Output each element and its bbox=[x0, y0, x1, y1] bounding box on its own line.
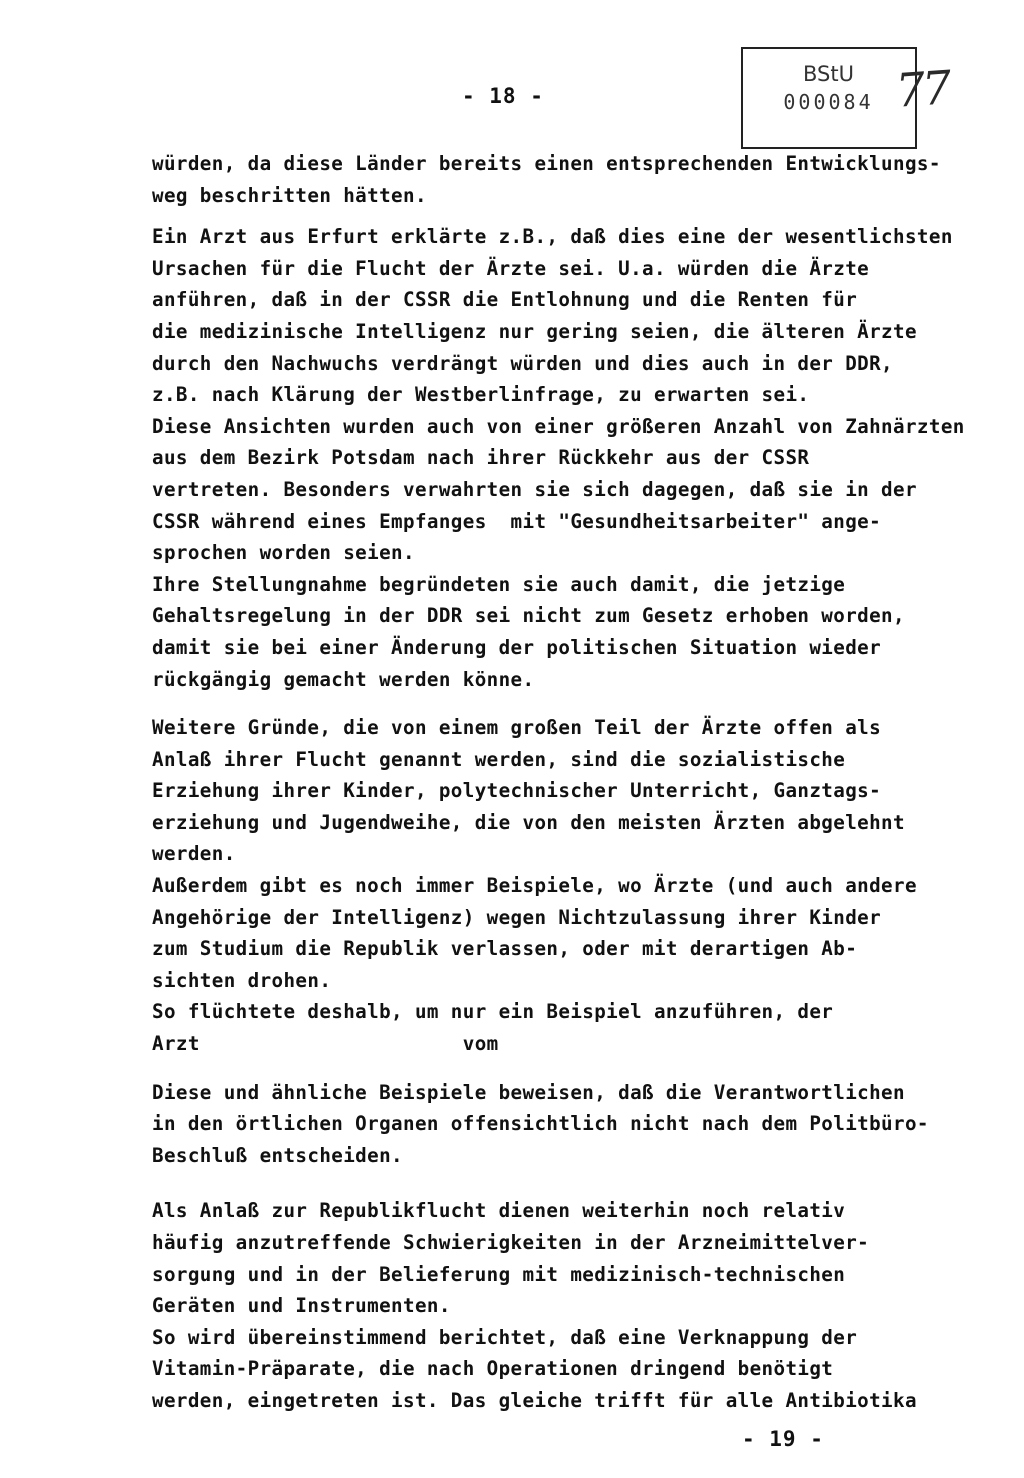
stamp-text bbox=[771, 61, 886, 125]
text-line: Ihre Stellungnahme begründeten sie auch damit, die jetzige bbox=[152, 572, 846, 596]
text-line: vertreten. Besonders verwahrten sie sich dagegen, daß sie in der bbox=[152, 477, 917, 501]
text-line: zum Studium die Republik verlassen, oder mit derartigen Ab- bbox=[152, 937, 858, 961]
text-line: Beschluß entscheiden. bbox=[152, 1143, 403, 1167]
text-line: werden. bbox=[152, 842, 236, 866]
text-line: weg beschritten hätten. bbox=[152, 183, 427, 207]
text-line: in den örtlichen Organen offensichtlich nicht nach dem Politbüro- bbox=[152, 1112, 929, 1136]
paragraph-gap bbox=[152, 1060, 1024, 1077]
text-line: werden, eingetreten ist. Das gleiche trifft für alle Antibiotika bbox=[152, 1388, 917, 1412]
text-line: Ursachen für die Flucht der Ärzte sei. U.a. würden die Ärzte bbox=[152, 256, 870, 280]
paragraph-gap bbox=[152, 695, 1024, 712]
text-line: Arzt vom bbox=[152, 1032, 499, 1056]
archive-stamp bbox=[741, 47, 917, 149]
text-line: aus dem Bezirk Potsdam nach ihrer Rückkehr aus der CSSR bbox=[152, 446, 810, 470]
text-line: Vitamin-Präparate, die nach Operationen dringend benötigt bbox=[152, 1357, 834, 1381]
text-line: Ein Arzt aus Erfurt erklärte z.B., daß dies eine der wesentlichsten bbox=[152, 225, 953, 249]
text-line: CSSR während eines Empfanges mit "Gesundheitsarbeiter" ange- bbox=[152, 509, 882, 533]
text-line: sprochen worden seien. bbox=[152, 541, 415, 565]
text-line: Gehaltsregelung in der DDR sei nicht zum Gesetz erhoben worden, bbox=[152, 604, 905, 628]
text-line: Diese Ansichten wurden auch von einer größeren Anzahl von Zahnärzten bbox=[152, 414, 965, 438]
page-number-bottom: - 19 - bbox=[742, 1427, 824, 1451]
text-line: häufig anzutreffende Schwierigkeiten in der Arzneimittelver- bbox=[152, 1231, 870, 1254]
typewritten-body bbox=[152, 148, 1024, 1417]
stamp-label: BStU bbox=[803, 62, 854, 86]
stamp-number: 000084 bbox=[783, 90, 874, 114]
text-line: Außerdem gibt es noch immer Beispiele, wo Ärzte (und auch andere bbox=[152, 874, 917, 898]
text-line: sorgung und in der Belieferung mit medizinisch-technischen bbox=[152, 1262, 846, 1286]
text-line: z.B. nach Klärung der Westberlinfrage, zu erwarten sei. bbox=[152, 383, 810, 407]
text-line: Angehörige der Intelligenz) wegen Nichtzulassung ihrer Kinder bbox=[152, 905, 882, 929]
text-line: würden, da diese Länder bereits einen entsprechenden Entwicklungs- bbox=[152, 152, 941, 175]
text-line: durch den Nachwuchs verdrängt würden und dies auch in der DDR, bbox=[152, 351, 894, 375]
text-line: erziehung und Jugendweihe, die von den meisten Ärzten abgelehnt bbox=[152, 810, 905, 834]
text-line: sichten drohen. bbox=[152, 968, 332, 992]
text-line: Diese und ähnliche Beispiele beweisen, daß die Verantwortlichen bbox=[152, 1080, 905, 1104]
text-line: die medizinische Intelligenz nur gering seien, die älteren Ärzte bbox=[152, 319, 917, 343]
text-line: Geräten und Instrumenten. bbox=[152, 1294, 451, 1318]
text-line: anführen, daß in der CSSR die Entlohnung und die Renten für bbox=[152, 288, 858, 312]
text-line: So flüchtete deshalb, um nur ein Beispiel anzuführen, der bbox=[152, 1000, 834, 1024]
text-line: Weitere Gründe, die von einem großen Teil der Ärzte offen als bbox=[152, 716, 882, 740]
paragraph-gap bbox=[152, 1171, 1024, 1195]
page-number-top: - 18 - bbox=[462, 84, 544, 108]
text-line: Anlaß ihrer Flucht genannt werden, sind die sozialistische bbox=[152, 747, 846, 771]
text-line: So wird übereinstimmend berichtet, daß eine Verknappung der bbox=[152, 1325, 858, 1349]
text-line: Erziehung ihrer Kinder, polytechnischer Unterricht, Ganztags- bbox=[152, 779, 882, 803]
text-line: Als Anlaß zur Republikflucht dienen weiterhin noch relativ bbox=[152, 1199, 846, 1223]
text-line: damit sie bei einer Änderung der politischen Situation wieder bbox=[152, 635, 882, 659]
text-line: rückgängig gemacht werden könne. bbox=[152, 667, 535, 691]
paragraph-gap bbox=[152, 211, 1024, 221]
handwritten-page-number: 77 bbox=[894, 60, 951, 118]
